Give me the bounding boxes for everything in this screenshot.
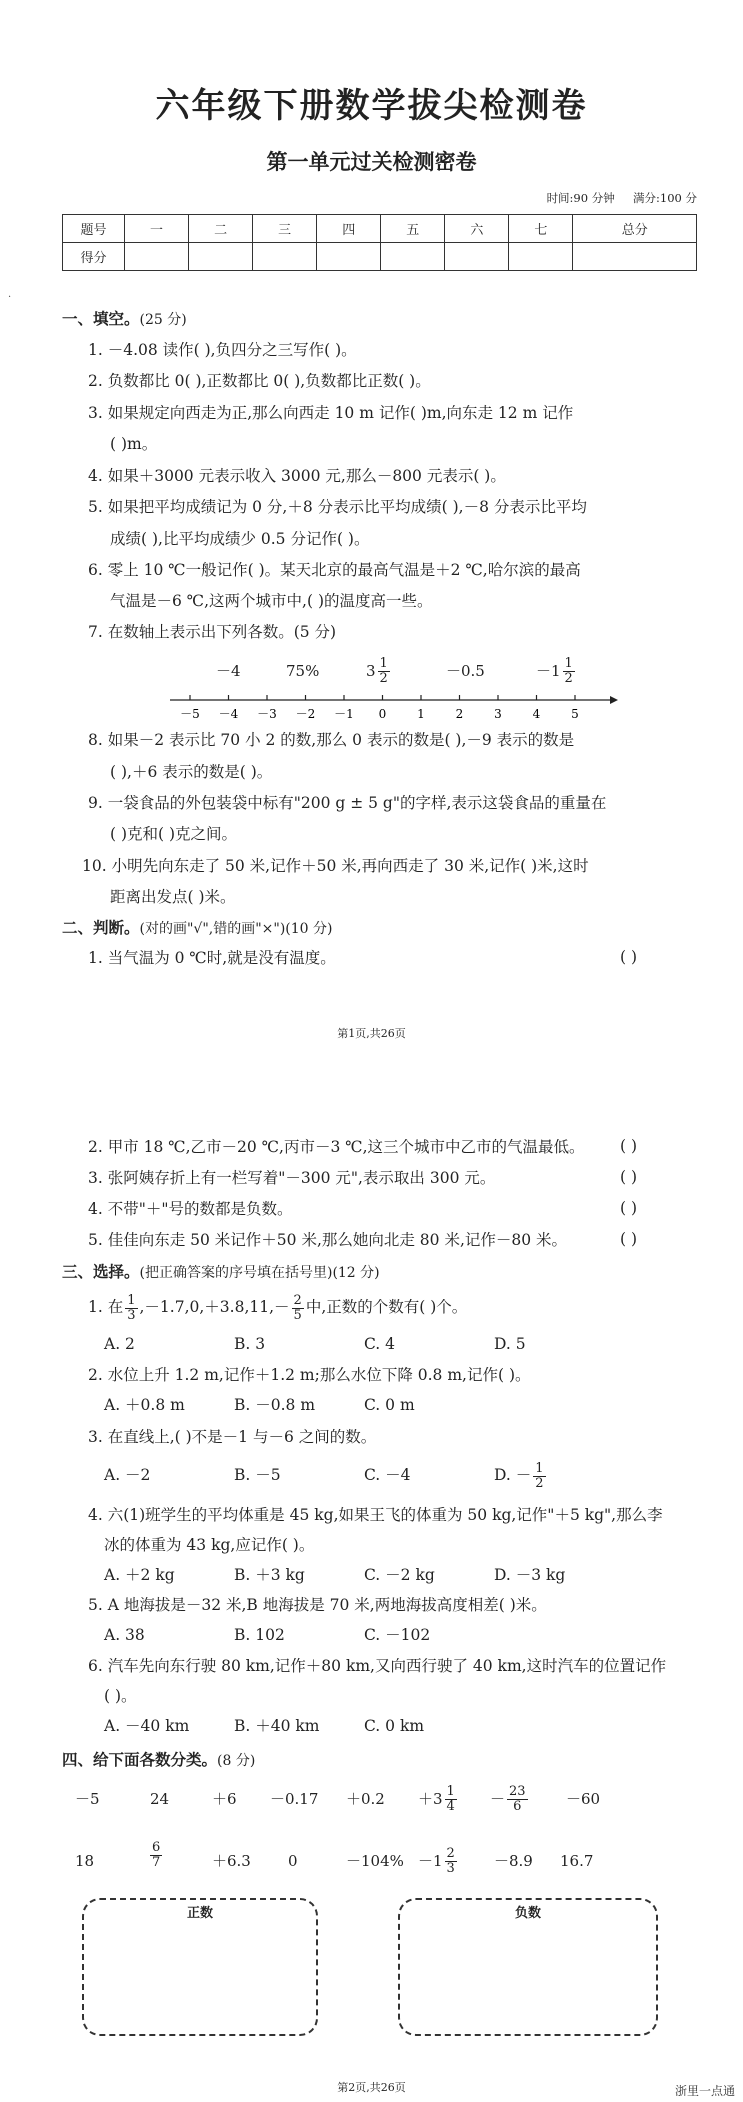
s3-q5: 5. A 地海拔是－32 米,B 地海拔是 70 米,两地海拔高度相差( )米。 (88, 1596, 547, 1614)
score-input[interactable] (573, 243, 697, 271)
denominator: 3 (127, 1307, 136, 1323)
axis-tick-label: －4 (218, 707, 239, 721)
classify-number-mixed (418, 1841, 459, 1881)
score-input[interactable] (317, 243, 381, 271)
option[interactable]: A. －40 km (104, 1717, 190, 1735)
s1-q5a: 5. 如果把平均成绩记为 0 分,＋8 分表示比平均成绩( ),－8 分表示比平均 (88, 498, 587, 516)
answer-paren[interactable]: ( ) (620, 1137, 638, 1155)
full-score: 满分:100 分 (633, 191, 697, 205)
denominator: 2 (535, 1475, 544, 1491)
numerator: 23 (509, 1783, 526, 1799)
page-2 (0, 1055, 743, 2102)
section2-heading (62, 916, 333, 938)
score-table-score-row (63, 243, 697, 271)
option[interactable]: B. 102 (234, 1626, 285, 1644)
whole-part: ＋3 (418, 1790, 443, 1808)
s1-q1: 1. －4.08 读作( ),负四分之三写作( )。 (88, 341, 357, 359)
section3-title: 三、选择。 (62, 1263, 140, 1281)
numerator: 1 (127, 1292, 136, 1308)
s1-q5b: 成绩( ),比平均成绩少 0.5 分记作( )。 (110, 530, 370, 548)
option[interactable]: A. ＋2 kg (104, 1566, 175, 1584)
classify-number: －8.9 (494, 1852, 533, 1870)
axis-tick-label: －1 (334, 707, 354, 721)
whole-part: －1 (418, 1852, 443, 1870)
option[interactable]: C. －102 (364, 1626, 431, 1644)
score-cell: 七 (509, 215, 573, 243)
plot-number: 75% (286, 662, 320, 680)
s1-q9b: ( )克和( )克之间。 (110, 825, 238, 843)
s3-q2: 2. 水位上升 1.2 m,记作＋1.2 m;那么水位下降 0.8 m,记作( )。 (88, 1366, 531, 1384)
answer-paren[interactable]: ( ) (620, 948, 638, 966)
section2-title: 二、判断。 (62, 919, 140, 937)
classify-number: 24 (150, 1790, 170, 1808)
score-cell: 五 (381, 215, 445, 243)
s3-q4a: 4. 六(1)班学生的平均体重是 45 kg,如果王飞的体重为 50 kg,记作"＋5 kg",那么李 (88, 1506, 663, 1524)
classify-number: －104% (346, 1852, 404, 1870)
negative-box-label: 负数 (514, 1906, 541, 1921)
whole-part: 3 (366, 662, 376, 680)
number-line[interactable] (170, 690, 620, 730)
q1-middle: ,－1.7,0,＋3.8,11,－ (139, 1298, 290, 1316)
plot-number-mixed (366, 646, 392, 696)
option[interactable]: B. 3 (234, 1335, 266, 1353)
score-cell: 一 (125, 215, 189, 243)
classify-number: 16.7 (560, 1852, 594, 1870)
score-cell: 六 (445, 215, 509, 243)
denominator: 2 (379, 670, 388, 686)
positive-box-label: 正数 (186, 1906, 213, 1921)
s1-q7: 7. 在数轴上表示出下列各数。(5 分) (88, 623, 337, 641)
option[interactable]: B. －5 (234, 1466, 281, 1484)
classify-number: －0.17 (270, 1790, 319, 1808)
fraction (507, 1785, 528, 1814)
score-input[interactable] (189, 243, 253, 271)
numerator: 1 (564, 655, 573, 671)
exam-title: 六年级下册数学拔尖检测卷 (155, 86, 588, 126)
score-input[interactable] (381, 243, 445, 271)
fraction (125, 1294, 137, 1323)
denominator: 6 (513, 1798, 522, 1814)
s1-q3b: ( )m。 (110, 435, 158, 453)
section1-title: 一、填空。 (62, 310, 140, 328)
section1-points: (25 分) (139, 312, 187, 328)
s2-q5: 5. 佳佳向东走 50 米记作＋50 米,那么她向北走 80 米,记作－80 米。 (88, 1231, 568, 1249)
classify-number-fraction (490, 1779, 530, 1819)
option[interactable]: B. ＋3 kg (234, 1566, 305, 1584)
fraction (563, 657, 575, 686)
positive-box[interactable] (82, 1898, 318, 2036)
fraction (292, 1294, 304, 1323)
numerator: 2 (446, 1845, 455, 1861)
margin-mark: · (8, 292, 12, 303)
classify-number: ＋6 (212, 1790, 237, 1808)
section1-heading (62, 307, 187, 329)
time-limit: 时间:90 分钟 (546, 191, 615, 205)
axis-tick-label: 1 (417, 707, 425, 721)
option[interactable] (494, 1457, 548, 1493)
whole-part: －1 (536, 662, 561, 680)
plot-number: －0.5 (446, 662, 485, 680)
page-number-2: 第2页,共26页 (337, 2081, 406, 2094)
numerator: 1 (535, 1460, 544, 1476)
s1-q8a: 8. 如果－2 表示比 70 小 2 的数,那么 0 表示的数是( ),－9 表示的数是 (88, 731, 575, 749)
option[interactable]: B. ＋40 km (234, 1717, 320, 1735)
classify-number: ＋6.3 (212, 1852, 251, 1870)
s1-q10b: 距离出发点( )米。 (110, 888, 236, 906)
section4-points: (8 分) (217, 1753, 256, 1769)
section4-title: 四、给下面各数分类。 (62, 1751, 218, 1769)
section3-points: (把正确答案的序号填在括号里)(12 分) (139, 1265, 380, 1281)
option[interactable]: C. 0 km (364, 1717, 425, 1735)
score-cell: 题号 (63, 215, 125, 243)
axis-tick-label: 5 (571, 707, 579, 721)
denominator: 7 (152, 1855, 161, 1870)
classify-number-mixed (418, 1779, 459, 1819)
classify-number: ＋0.2 (346, 1790, 385, 1808)
score-input[interactable] (253, 243, 317, 271)
option[interactable]: C. 0 m (364, 1396, 415, 1414)
plot-number: －4 (216, 662, 241, 680)
s1-q6b: 气温是－6 ℃,这两个城市中,( )的温度高一些。 (110, 592, 433, 610)
fraction (445, 1785, 457, 1814)
fraction (150, 1841, 162, 1870)
s1-q8b: ( ),＋6 表示的数是( )。 (110, 763, 273, 781)
score-cell: 三 (253, 215, 317, 243)
exam-subtitle: 第一单元过关检测密卷 (266, 149, 477, 174)
s1-q10a: 10. 小明先向东走了 50 米,记作＋50 米,再向西走了 30 米,记作( )米,这时 (82, 857, 589, 875)
numerator: 1 (379, 655, 388, 671)
s3-q3: 3. 在直线上,( )不是－1 与－6 之间的数。 (88, 1428, 377, 1446)
option[interactable]: C. －2 kg (364, 1566, 435, 1584)
score-table (62, 214, 697, 271)
option[interactable]: C. 4 (364, 1335, 396, 1353)
score-input[interactable] (509, 243, 573, 271)
axis-tick-label: －3 (257, 707, 277, 721)
s2-q3: 3. 张阿姨存折上有一栏写着"－300 元",表示取出 300 元。 (88, 1169, 496, 1187)
score-cell: 二 (189, 215, 253, 243)
option[interactable]: A. ＋0.8 m (104, 1396, 185, 1414)
fraction (378, 657, 390, 686)
s1-q4: 4. 如果＋3000 元表示收入 3000 元,那么－800 元表示( )。 (88, 467, 506, 485)
section2-points: (对的画"√",错的画"×")(10 分) (139, 921, 333, 937)
s2-q2: 2. 甲市 18 ℃,乙市－20 ℃,丙市－3 ℃,这三个城市中乙市的气温最低。 (88, 1138, 585, 1156)
option[interactable]: D. －3 kg (494, 1566, 566, 1584)
axis-tick-label: 2 (455, 707, 464, 721)
s1-q2: 2. 负数都比 0( ),正数都比 0( ),负数都比正数( )。 (88, 372, 431, 390)
option[interactable]: C. －4 (364, 1466, 411, 1484)
score-cell: 总分 (573, 215, 697, 243)
option[interactable]: A. 38 (104, 1626, 145, 1644)
denominator: 3 (446, 1860, 455, 1876)
classify-number: 18 (75, 1852, 95, 1870)
s1-q6a: 6. 零上 10 ℃一般记作( )。某天北京的最高气温是＋2 ℃,哈尔滨的最高 (88, 561, 581, 579)
score-input[interactable] (445, 243, 509, 271)
option[interactable]: D. 5 (494, 1335, 526, 1353)
classify-number: －5 (75, 1790, 100, 1808)
axis-tick-label: －5 (180, 707, 200, 721)
denominator: 4 (446, 1798, 455, 1814)
sign: － (490, 1790, 506, 1808)
axis-tick-label: 0 (378, 707, 387, 721)
axis-tick-label: －2 (295, 707, 316, 721)
s2-q4: 4. 不带"＋"号的数都是负数。 (88, 1200, 293, 1218)
axis-arrow-icon (610, 696, 618, 704)
section4-heading (62, 1748, 255, 1770)
answer-paren[interactable]: ( ) (620, 1230, 638, 1248)
numerator: 2 (293, 1292, 302, 1308)
denominator: 5 (293, 1307, 302, 1323)
answer-paren[interactable]: ( ) (620, 1199, 638, 1217)
q1-suffix: 中,正数的个数有( )个。 (305, 1298, 468, 1316)
classify-number: 0 (288, 1852, 298, 1870)
s1-q9a: 9. 一袋食品的外包装袋中标有"200 g ± 5 g"的字样,表示这袋食品的重量在 (88, 794, 607, 812)
s3-q6b: ( )。 (104, 1687, 137, 1705)
s2-q1: 1. 当气温为 0 ℃时,就是没有温度。 (88, 949, 336, 967)
numerator: 6 (152, 1840, 161, 1855)
page-number-1: 第1页,共26页 (337, 1027, 406, 1040)
answer-paren[interactable]: ( ) (620, 1168, 638, 1186)
option[interactable]: B. －0.8 m (234, 1396, 316, 1414)
axis-tick-label: 4 (532, 707, 541, 721)
watermark-text: 浙里一点通 (674, 2084, 735, 2098)
s3-q6a: 6. 汽车先向东行驶 80 km,记作＋80 km,又向西行驶了 40 km,这时汽车的位置记作 (88, 1657, 667, 1675)
score-table-header-row (63, 215, 697, 243)
time-info (547, 190, 697, 206)
score-label: 得分 (63, 243, 125, 271)
q1-prefix: 1. 在 (88, 1298, 124, 1316)
score-cell: 四 (317, 215, 381, 243)
s3-q4b: 冰的体重为 43 kg,应记作( )。 (104, 1536, 315, 1554)
numerator: 1 (446, 1783, 455, 1799)
classify-number: －60 (566, 1790, 601, 1808)
score-input[interactable] (125, 243, 189, 271)
option[interactable]: A. －2 (104, 1466, 151, 1484)
classify-number-fraction (148, 1841, 164, 1881)
fraction (533, 1462, 545, 1491)
negative-box[interactable] (398, 1898, 658, 2036)
plot-number-mixed (536, 646, 577, 696)
s3-q1 (88, 1289, 467, 1325)
axis-tick-label: 3 (494, 707, 502, 721)
section3-heading (62, 1260, 380, 1282)
option-label: D. － (494, 1466, 532, 1484)
s1-q3a: 3. 如果规定向西走为正,那么向西走 10 m 记作( )m,向东走 12 m 记作 (88, 404, 574, 422)
option[interactable]: A. 2 (104, 1335, 135, 1353)
fraction (445, 1847, 457, 1876)
denominator: 2 (564, 670, 573, 686)
